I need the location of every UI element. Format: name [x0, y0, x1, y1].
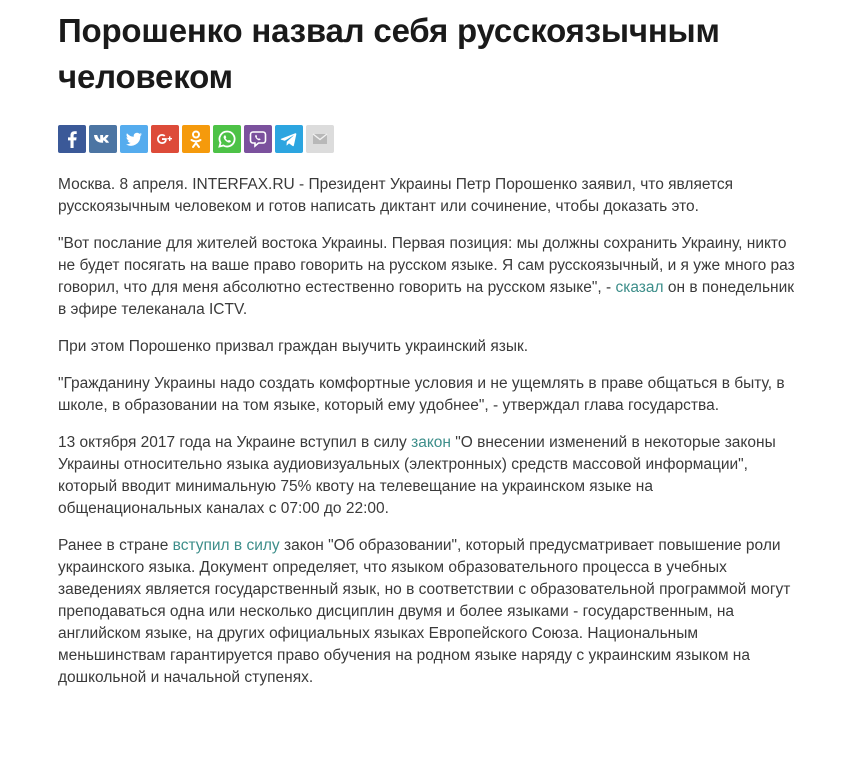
- article-title: Порошенко назвал себя русскоязычным человеком: [58, 12, 720, 95]
- viber-icon[interactable]: [244, 125, 272, 153]
- vk-icon[interactable]: [89, 125, 117, 153]
- facebook-icon[interactable]: [58, 125, 86, 153]
- google-plus-icon[interactable]: [151, 125, 179, 153]
- paragraph-quote-2: "Гражданину Украины надо создать комфортные условия и не ущемлять в праве общаться в быту, в школе, в образовании на том языке, который ему удобнее", - утверждал глава государства.: [58, 375, 785, 414]
- paragraph-quote: "Вот послание для жителей востока Украины. Первая позиция: мы должны сохранить Украину, никто не будет посягать на ваше право говорить на русском языке. Я сам русскоязычный, и я уже много раз говорил, что для меня абсолютно естественно говорить на русском языке", - сказал он в понедельник в эфире телеканала ICTV.: [58, 235, 795, 318]
- link-law[interactable]: закон: [411, 434, 451, 451]
- paragraph-education: Ранее в стране вступил в силу закон "Об образовании", который предусматривает повышение роли украинского языка. Документ определяет, что языком образовательного процесса в учебных заведениях является государственный язык, но в соответствии с образовательной программой могут преподаваться одна или несколько дисциплин двумя и более языками - государственным, на английском языке, на других официальных языках Европейского Союза. Национальным меньшинствам гарантируется право обучения на родном языке наряду с украинским языком на дошкольной и начальной ступенях.: [58, 537, 791, 686]
- twitter-icon[interactable]: [120, 125, 148, 153]
- paragraph-lead: Москва. 8 апреля. INTERFAX.RU - Президент Украины Петр Порошенко заявил, что является русскоязычным человеком и готов написать диктант или сочинение, чтобы доказать это.: [58, 176, 734, 215]
- odnoklassniki-icon[interactable]: [182, 125, 210, 153]
- share-bar: [58, 125, 334, 153]
- telegram-icon[interactable]: [275, 125, 303, 153]
- link-said[interactable]: сказал: [615, 279, 664, 296]
- paragraph-call: При этом Порошенко призвал граждан выучить украинский язык.: [58, 338, 529, 355]
- whatsapp-icon[interactable]: [213, 125, 241, 153]
- article-body: [58, 174, 798, 704]
- email-icon[interactable]: [306, 125, 334, 153]
- link-entered-into-force[interactable]: вступил в силу: [172, 537, 280, 554]
- paragraph-law: 13 октября 2017 года на Украине вступил в силу закон "О внесении изменений в некоторые законы Украины относительно языка аудиовизуальных (электронных) средств массовой информации", который вводит минимальную 75% квоту на телевещание на украинском языке на общенациональных каналах с 07:00 до 22:00.: [58, 434, 776, 517]
